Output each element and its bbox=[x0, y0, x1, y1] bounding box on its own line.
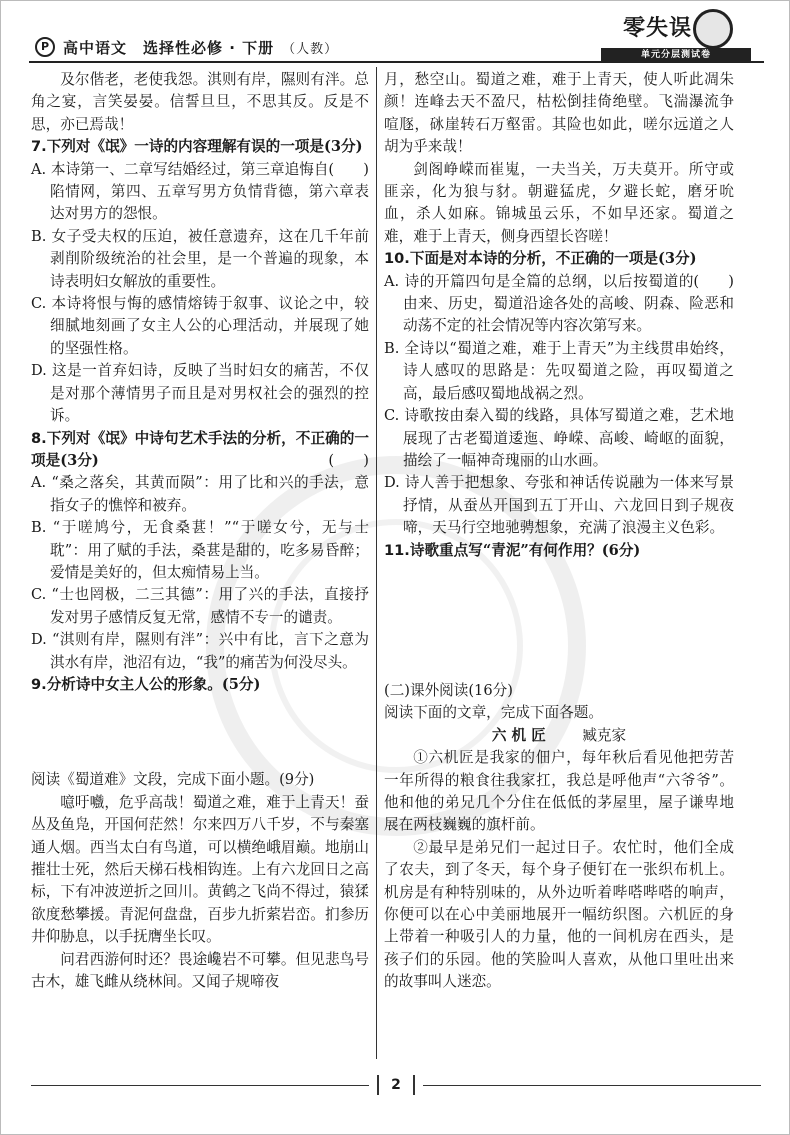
article-heading bbox=[384, 725, 734, 747]
question-8 bbox=[31, 428, 369, 473]
option-b: B. 女子受夫权的压迫，被任意遗弃，这在几千年前剥削阶级统治的社会里，是一个普遍的现象，本诗表明妇女解放的重要性。 bbox=[31, 227, 369, 290]
poem-text: 及尔偕老，老使我怨。淇则有岸，隰则有泮。总角之宴，言笑晏晏。信誓旦旦，不思其反。反是不思，亦已焉哉！ bbox=[31, 71, 369, 133]
section-instruction: 阅读下面的文章，完成下面各题。 bbox=[384, 704, 603, 722]
option-c: C. 诗歌按由秦入蜀的线路，具体写蜀道之难，艺术地展现了古老蜀道逶迤、峥嵘、高峻、崎岖的面貌，描绘了一幅神奇瑰丽的山水画。 bbox=[384, 407, 734, 469]
brand-subtitle: 单元分层测试卷 bbox=[601, 48, 751, 62]
question-number: 9. bbox=[31, 675, 47, 693]
option-c: C. 本诗将恨与悔的感情熔铸于叙事、议论之中，较细腻地刻画了女主人公的心理活动，并展现了她的坚强性格。 bbox=[31, 295, 369, 357]
answer-blank[interactable]: ( ) bbox=[693, 272, 734, 290]
answer-space[interactable] bbox=[31, 696, 369, 769]
question-stem: 诗歌重点写“青泥”有何作用？(6分) bbox=[409, 541, 641, 559]
question-number: 8. bbox=[31, 429, 47, 447]
poem-paragraph: 问君西游何时还？畏途巉岩不可攀。但见悲鸟号古木，雄飞雌从绕林间。又闻子规啼夜 bbox=[31, 950, 369, 991]
option-d: D. 诗人善于把想象、夸张和神话传说融为一体来写景抒情，从蚕丛开国到五丁开山、六龙回日到子规夜啼，天马行空地驰骋想象，充满了浪漫主义色彩。 bbox=[384, 474, 734, 537]
brand-circle-icon bbox=[693, 9, 733, 49]
article-paragraph: ②最早是弟兄们一起过日子。农忙时，他们全成了农夫，到了冬天，每个身子便钉在一张织布机上。机房是有种特别味的，从外边听着哔嗒哔嗒的响声，你便可以在心中美丽地展开一幅纺织图。六机匠的身上带着一种吸引人的力量，他的一间机房在西头，是孩子们的乐园。他的笑脸叫人喜欢，从他口里吐出来的故事叫人迷恋。 bbox=[384, 838, 734, 991]
book-title bbox=[63, 37, 338, 58]
question-11 bbox=[384, 540, 734, 562]
footer-bar-left bbox=[377, 1075, 379, 1095]
question-stem: 下列对《氓》中诗句艺术手法的分析，不正确的一项是(3分) bbox=[31, 429, 369, 469]
article-paragraph: ①六机匠是我家的佃户，每年秋后看见他把劳苦一年所得的粮食往我家扛，我总是呼他声“六爷爷”。他和他的弟兄几个分住在低低的茅屋里，屋子谦卑地展在两枝巍巍的旗杆前。 bbox=[384, 749, 734, 834]
publisher-logo: P bbox=[35, 37, 55, 57]
article-author: 臧克家 bbox=[582, 726, 627, 744]
footer-bar-right bbox=[413, 1075, 415, 1095]
brand-badge bbox=[601, 9, 751, 59]
footer-rule-right bbox=[423, 1085, 761, 1086]
question-9 bbox=[31, 674, 369, 696]
answer-blank[interactable]: ( ) bbox=[328, 160, 369, 178]
edition-label: （人教） bbox=[282, 42, 339, 57]
question-stem: 下面是对本诗的分析，不正确的一项是(3分) bbox=[409, 250, 697, 268]
brand-name: 零失误 bbox=[623, 15, 693, 41]
footer-rule-left bbox=[31, 1085, 369, 1086]
reading-instruction: 阅读《蜀道难》文段，完成下面小题。(9分) bbox=[31, 771, 315, 789]
option-d: D. “淇则有岸，隰则有泮”：兴中有比，言下之意为淇水有岸，池沼有边，“我”的痛苦为何没尽头。 bbox=[31, 631, 369, 671]
question-number: 11. bbox=[384, 541, 410, 559]
section-heading: (二)课外阅读(16分) bbox=[384, 681, 513, 699]
column-divider bbox=[376, 67, 377, 1059]
question-number: 10. bbox=[384, 250, 410, 268]
answer-space[interactable] bbox=[384, 562, 734, 680]
option-c: C. “士也罔极，二三其德”：用了兴的手法，直接抒发对男子感情反复无常，感情不专一的谴责。 bbox=[31, 586, 369, 626]
option-b: B. “于嗟鸠兮，无食桑葚！”“于嗟女兮，无与士耽”：用了赋的手法，桑葚是甜的，吃多易昏醉；爱情是美好的，但太痴情易上当。 bbox=[31, 519, 369, 581]
answer-blank[interactable]: ( ) bbox=[328, 451, 369, 469]
page-number: 2 bbox=[391, 1077, 401, 1093]
poem-paragraph: 剑阁峥嵘而崔嵬，一夫当关，万夫莫开。所守或匪亲，化为狼与豺。朝避猛虎，夕避长蛇，磨牙吮血，杀人如麻。锦城虽云乐，不如早还家。蜀道之难，难于上青天，侧身西望长咨嗟！ bbox=[384, 160, 734, 245]
book-title-text: 高中语文 选择性必修 · 下册 bbox=[63, 39, 275, 57]
poem-paragraph: 月，愁空山。蜀道之难，难于上青天，使人听此凋朱颜！连峰去天不盈尺，枯松倒挂倚绝壁。飞湍瀑流争喧豗，砯崖转石万壑雷。其险也如此，嗟尔远道之人胡为乎来哉！ bbox=[384, 71, 734, 156]
question-stem: 下列对《氓》一诗的内容理解有误的一项是(3分) bbox=[46, 138, 363, 156]
question-10 bbox=[384, 248, 734, 290]
left-column bbox=[31, 69, 369, 993]
option-a: A. 本诗第一、二章写结婚经过，第三章追悔自陷情网，第四、五章写男方负情背德，第六章表达对男方的怨恨。 bbox=[31, 160, 369, 223]
option-a: A. 诗的开篇四句是全篇的总纲，以后按蜀道的由来、历史，蜀道沿途各处的高峻、阴森、险恶和动荡不定的社会情况等内容次第写来。 bbox=[384, 272, 734, 335]
option-a: A. “桑之落矣，其黄而陨”：用了比和兴的手法，意指女子的憔悴和被弃。 bbox=[31, 474, 369, 514]
question-7 bbox=[31, 136, 369, 178]
option-d: D. 这是一首弃妇诗，反映了当时妇女的痛苦，不仅是对那个薄情男子而且是对男权社会的强烈的控诉。 bbox=[31, 362, 369, 425]
question-number: 7. bbox=[31, 138, 47, 156]
poem-paragraph: 噫吁嚱，危乎高哉！蜀道之难，难于上青天！蚕丛及鱼凫，开国何茫然！尔来四万八千岁，不与秦塞通人烟。西当太白有鸟道，可以横绝峨眉巅。地崩山摧壮士死，然后天梯石栈相钩连。上有六龙回日之高标，下有冲波逆折之回川。黄鹤之飞尚不得过，猿猱欲度愁攀援。青泥何盘盘，百步九折萦岩峦。扪参历井仰胁息，以手抚膺坐长叹。 bbox=[31, 793, 369, 946]
question-stem: 分析诗中女主人公的形象。(5分) bbox=[46, 675, 261, 693]
article-title: 六 机 匠 bbox=[491, 726, 546, 744]
right-column bbox=[384, 69, 734, 994]
page-footer bbox=[31, 1073, 761, 1097]
option-b: B. 全诗以“蜀道之难，难于上青天”为主线贯串始终，诗人感叹的思路是：先叹蜀道之险，再叹蜀道之高，最后感叹蜀地战祸之烈。 bbox=[384, 339, 734, 402]
